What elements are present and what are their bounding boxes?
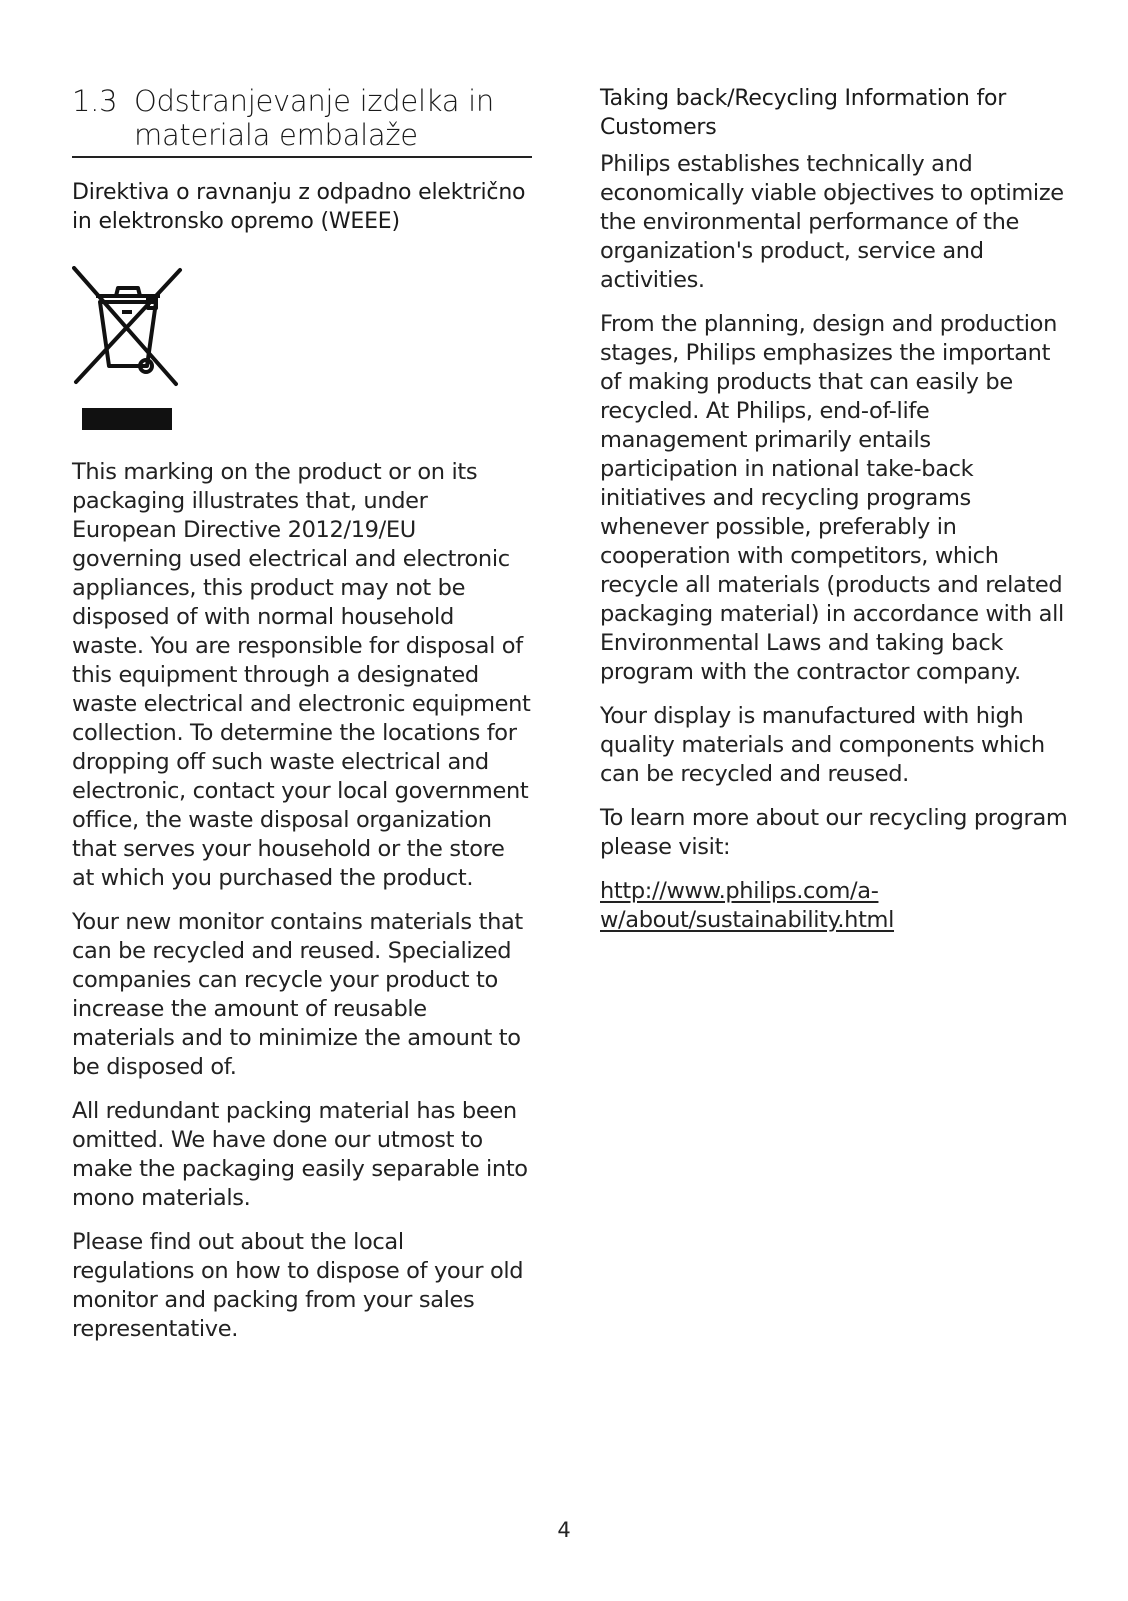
link-paragraph [600, 877, 1070, 935]
materials-paragraph: Your display is manufactured with high quality materials and components which can be recycled and reused. [600, 703, 1045, 787]
weee-subheading: Direktiva o ravnanju z odpadno električno in elektronsko opremo (WEEE) [72, 180, 526, 234]
page-number: 4 [557, 1518, 571, 1542]
left-column [72, 84, 532, 1359]
right-column [600, 84, 1070, 950]
section-heading [72, 84, 532, 158]
section-title: Odstranjevanje izdelka in materiala embalaže [134, 84, 494, 152]
design-stages-paragraph: From the planning, design and production stages, Philips emphasizes the important of making products that can easily be recycled. At Philips, end-of-life management primarily entails participation in national take-back initiatives and recycling programs whenever possible, preferably in cooperation with competitors, which recycle all materials (products and related packaging material) in accordance with all Environmental Laws and taking back program with the contractor company. [600, 311, 1064, 685]
objectives-paragraph: Philips establishes technically and economically viable objectives to optimize the environmental performance of the organization's product, service and activities. [600, 151, 1064, 293]
learn-more-paragraph: To learn more about our recycling program please visit: [600, 805, 1068, 860]
local-regulations-paragraph: Please find out about the local regulations on how to dispose of your old monitor and packing from your sales representative. [72, 1229, 524, 1342]
recycling-info-subheading: Taking back/Recycling Information for Customers [600, 86, 1007, 140]
sustainability-link[interactable]: http://www.philips.com/a-w/about/sustainability.html [600, 878, 895, 933]
recycle-materials-paragraph: Your new monitor contains materials that can be recycled and reused. Specialized companies can recycle your product to increase the amount of reusable materials and to minimize the amount to be disposed of. [72, 909, 523, 1080]
weee-marking-paragraph: This marking on the product or on its packaging illustrates that, under European Directive 2012/19/EU governing used electrical and electronic appliances, this product may not be disposed of with normal household waste. You are responsible for disposal of this equipment through a designated waste electrical and electronic equipment collection. To determine the locations for dropping off such waste electrical and electronic, contact your local government office, the waste disposal organization that serves your household or the store at which you purchased the product. [72, 459, 531, 891]
crossed-out-wheeled-bin-icon [72, 266, 184, 432]
packing-material-paragraph: All redundant packing material has been omitted. We have done our utmost to make the packaging easily separable into mono materials. [72, 1098, 528, 1211]
section-number: 1.3 [72, 84, 118, 118]
